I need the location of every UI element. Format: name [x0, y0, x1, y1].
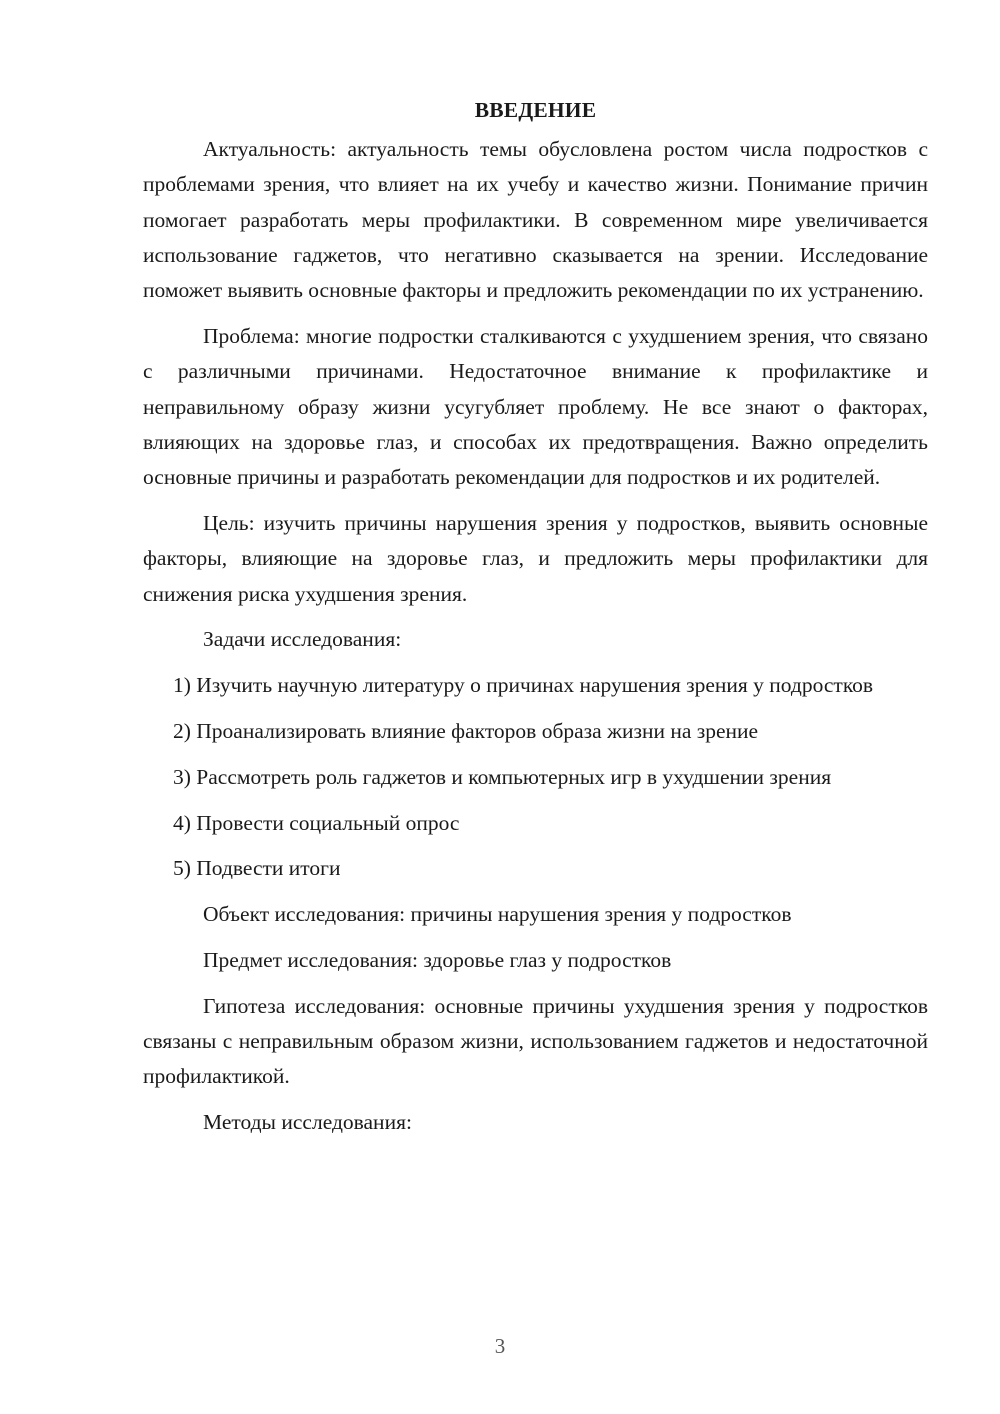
document-page [143, 92, 928, 1151]
task-item-5: 5) Подвести итоги [173, 856, 341, 881]
problem-paragraph: Проблема: многие подростки сталкиваются с ухудшением зрения, что связано с различными причинами. Недостаточное внимание к профилактике и неправильному образу жизни усугубляет проблему. Не все знают о факторах, влияющих на здоровье глаз, и способах их предотвращения. Важно определить основные причины и разработать рекомендации для подростков и их родителей. [143, 323, 928, 490]
section-title: ВВЕДЕНИЕ [474, 98, 597, 122]
task-item-1: 1) Изучить научную литературу о причинах нарушения зрения у подростков [173, 673, 874, 698]
hypothesis-paragraph: Гипотеза исследования: основные причины ухудшения зрения у подростков связаны с неправильным образом жизни, использованием гаджетов и недостаточной профилактикой. [143, 993, 928, 1089]
relevance-paragraph: Актуальность: актуальность темы обусловлена ростом числа подростков с проблемами зрения, что влияет на их учебу и качество жизни. Понимание причин помогает разработать меры профилактики. В современном мире увеличивается использование гаджетов, что негативно сказывается на зрении. Исследование поможет выявить основные факторы и предложить рекомендации по их устранению. [143, 137, 928, 303]
task-item-3: 3) Рассмотреть роль гаджетов и компьютерных игр в ухудшении зрения [173, 764, 832, 789]
page-number: 3 [494, 1334, 506, 1358]
task-item-2: 2) Проанализировать влияние факторов образа жизни на зрение [173, 718, 759, 743]
goal-paragraph: Цель: изучить причины нарушения зрения у подростков, выявить основные факторы, влияющие на здоровье глаз, и предложить меры профилактики для снижения риска ухудшения зрения. [143, 510, 928, 606]
tasks-heading: Задачи исследования: [203, 627, 402, 652]
object-paragraph: Объект исследования: причины нарушения зрения у подростков [203, 902, 792, 927]
subject-paragraph: Предмет исследования: здоровье глаз у подростков [203, 947, 672, 972]
task-item-4: 4) Провести социальный опрос [173, 810, 460, 835]
methods-heading: Методы исследования: [203, 1110, 412, 1135]
